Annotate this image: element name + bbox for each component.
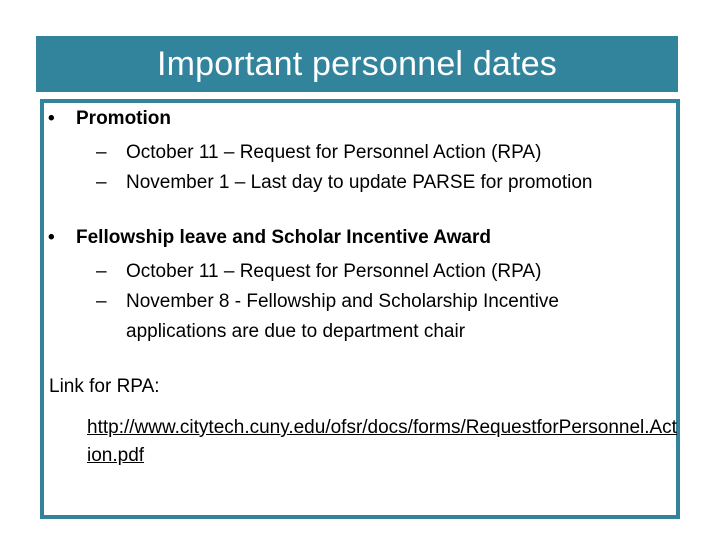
dash-icon: – [96,172,107,193]
sub-item [48,168,668,198]
page-title: Important personnel dates [156,44,558,83]
section-fellowship [48,227,668,347]
link-label: Link for RPA: [49,376,160,397]
dash-icon: – [96,142,107,163]
title-bar [36,36,678,92]
bullet-dot-icon: • [48,227,55,248]
dash-icon: – [96,261,107,282]
bullet-item [48,227,668,257]
sub-item [48,257,668,287]
rpa-link[interactable]: http://www.citytech.cuny.edu/ofsr/docs/forms/RequestforPersonnel.Action.pdf [87,417,677,466]
bullet-heading: Promotion [76,108,171,129]
dash-icon: – [96,291,107,312]
sub-item [48,138,668,168]
bullet-heading: Fellowship leave and Scholar Incentive Award [76,227,491,248]
sub-item-text: October 11 – Request for Personnel Action (RPA) [126,261,542,282]
sub-item [48,287,668,347]
sub-item-text: November 8 - Fellowship and Scholarship Incentive applications are due to department chair [126,291,559,342]
bullet-item [48,108,668,138]
sub-item-text: November 1 – Last day to update PARSE for promotion [126,172,593,193]
bullet-dot-icon: • [48,108,55,129]
sub-item-text: October 11 – Request for Personnel Action (RPA) [126,142,542,163]
section-promotion [48,108,668,198]
